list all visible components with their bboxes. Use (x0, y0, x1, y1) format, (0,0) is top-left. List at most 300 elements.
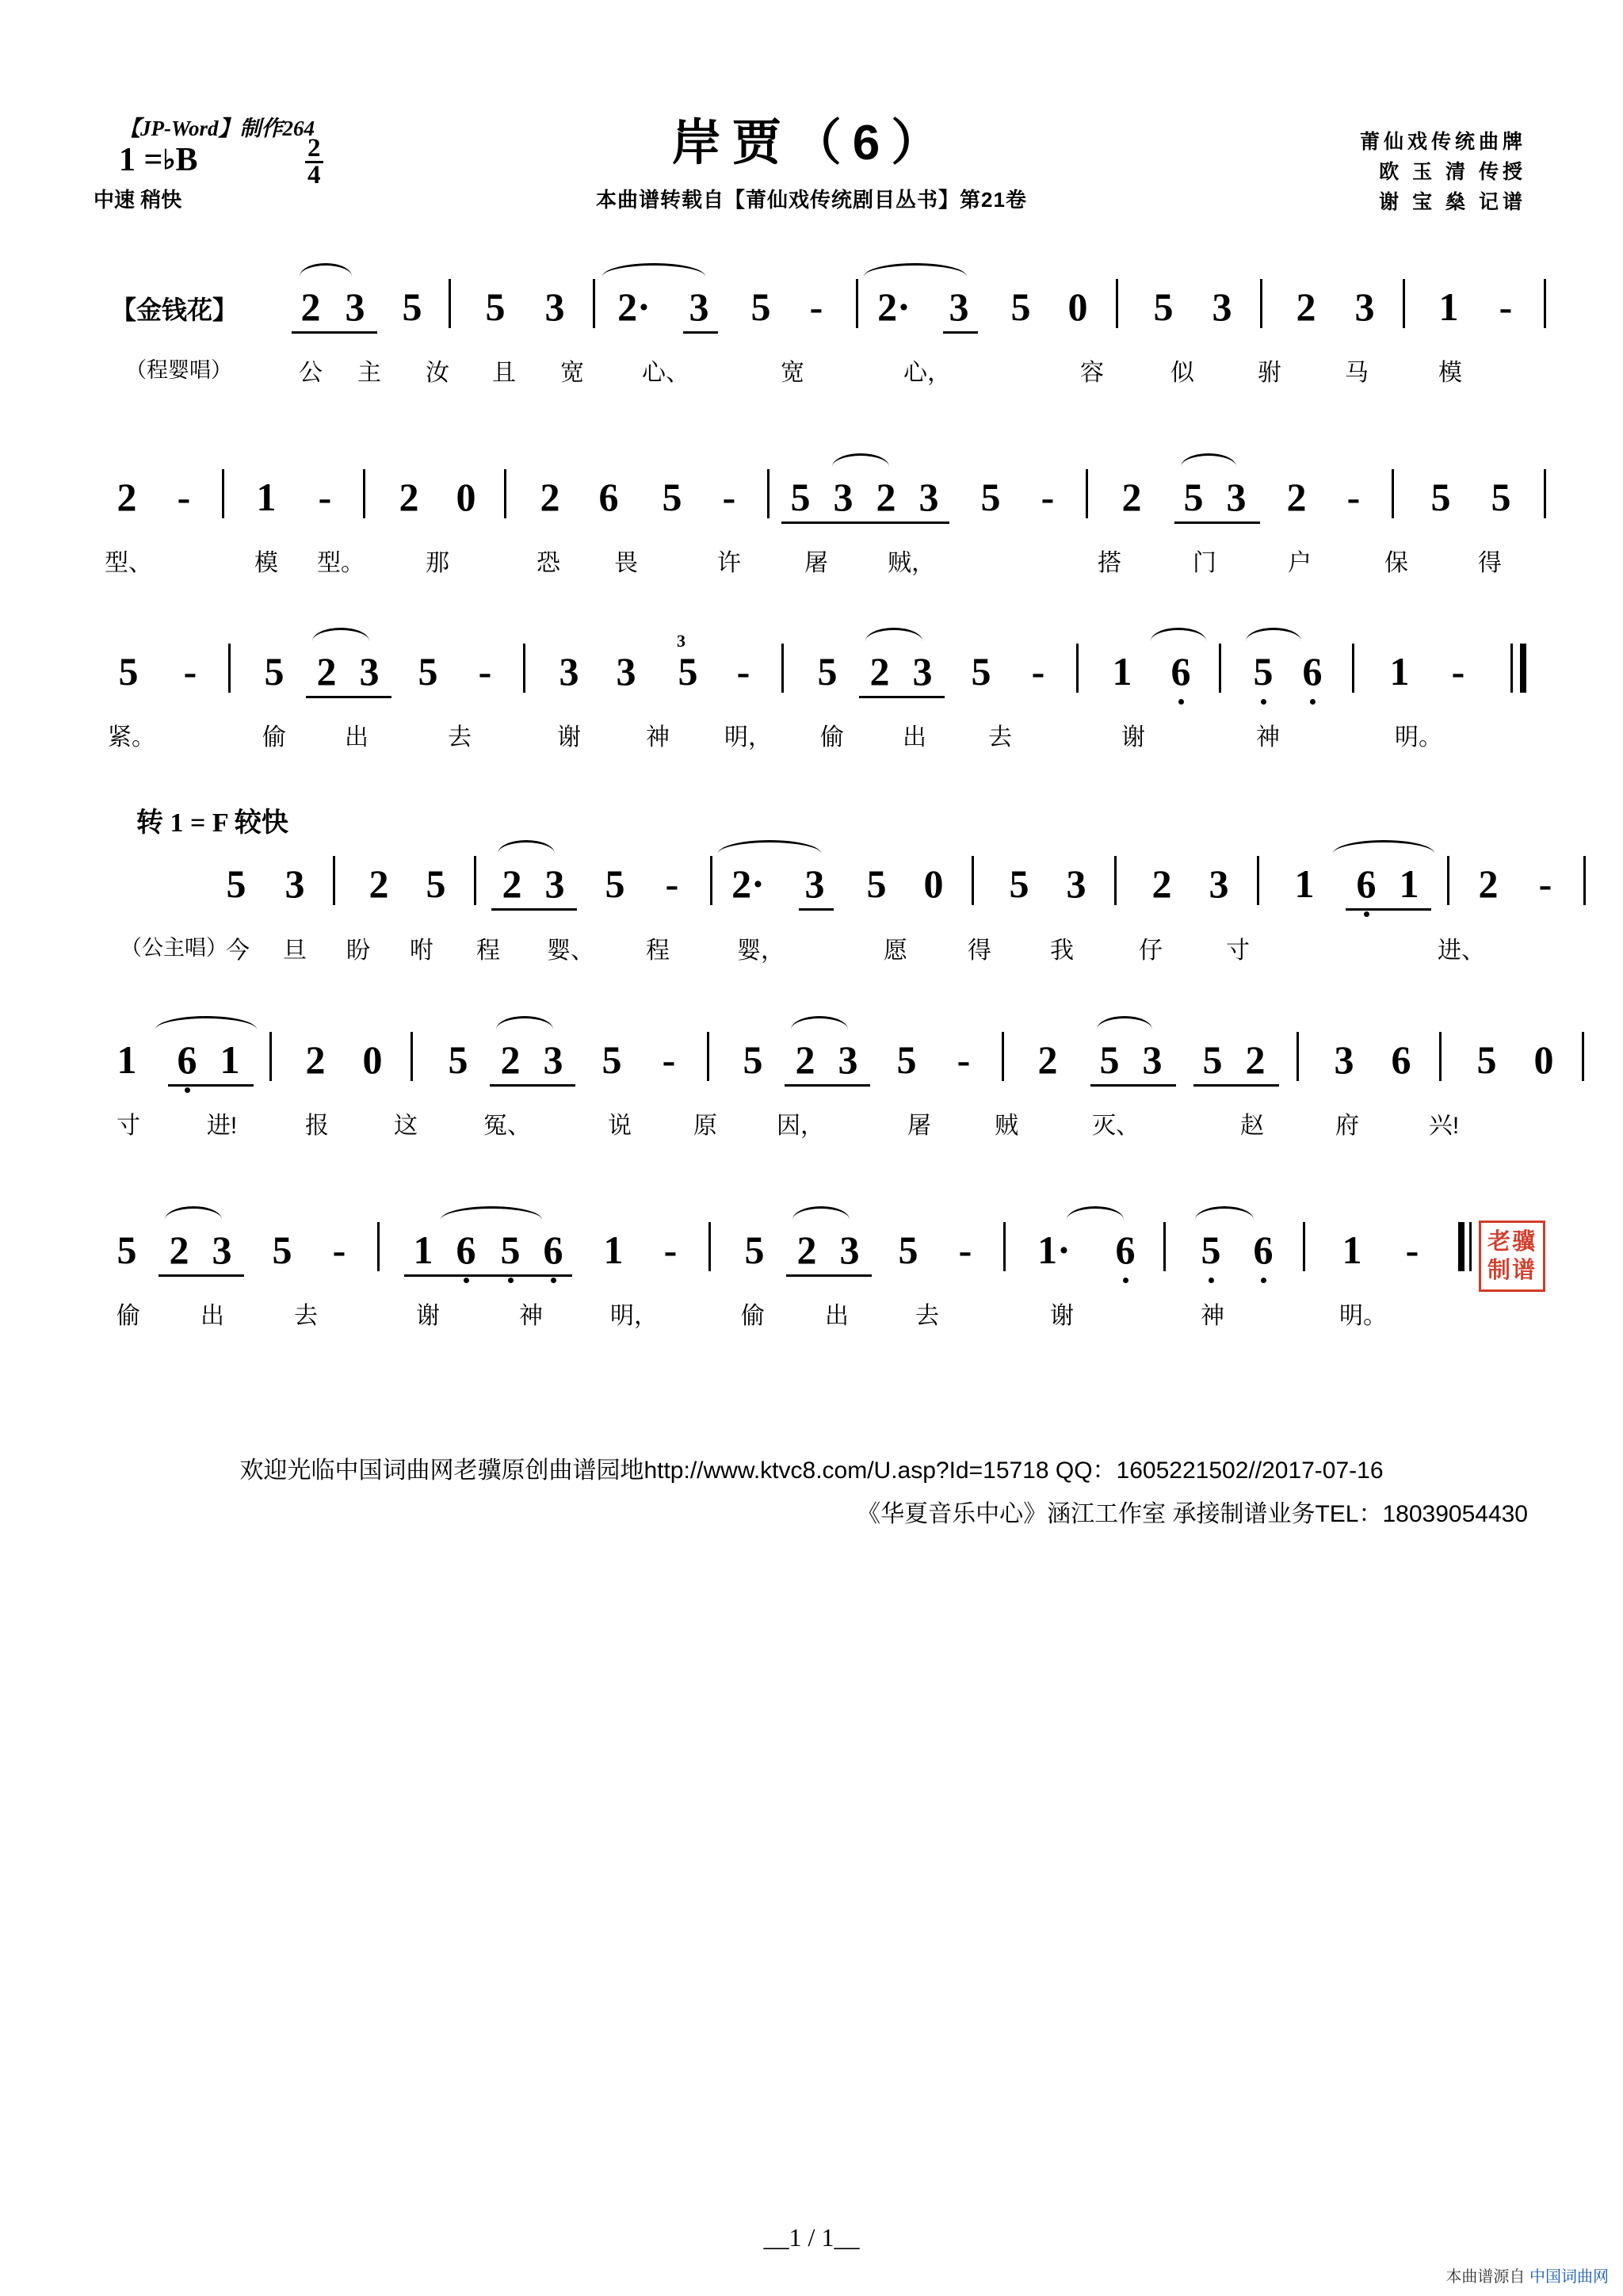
barline (1303, 1222, 1305, 1271)
barline (593, 279, 595, 328)
lyric: 主 (357, 360, 381, 386)
beam (292, 331, 377, 334)
barline (1003, 1222, 1006, 1271)
lyric: 旦 (283, 938, 307, 964)
note: - (1346, 475, 1361, 519)
note: 3 (689, 285, 709, 329)
triplet-number: 3 (677, 631, 685, 651)
lyric: 愿 (884, 938, 907, 964)
lyrics-row-5 (0, 1106, 1623, 1150)
note: 0 (362, 1037, 383, 1082)
note: 3 (1066, 861, 1086, 906)
note: 1· (1037, 1228, 1071, 1272)
note: 1 (1112, 649, 1132, 693)
barline (1086, 469, 1088, 518)
note: 5 (402, 285, 422, 329)
lyric: 说 (608, 1113, 632, 1139)
lyrics-row-3 (0, 717, 1623, 762)
note: 2· (617, 285, 651, 329)
barline (1352, 644, 1354, 693)
lyric: 谢 (416, 1303, 440, 1329)
lyric: 咐 (410, 938, 433, 964)
note: 2 (316, 649, 337, 693)
note: 6 (1302, 649, 1323, 693)
note: 2 (1121, 475, 1142, 519)
note: 2 (305, 1037, 326, 1082)
lyric: 婴、 (547, 938, 594, 964)
note: 3 (1209, 861, 1229, 906)
lyric: 型、 (105, 550, 152, 576)
note: 1 (1389, 649, 1410, 693)
lyric: 贼， (888, 550, 935, 576)
lyric: 府 (1335, 1113, 1359, 1139)
note: 5 (662, 475, 682, 519)
singer-label-1: （程婴唱） (125, 358, 232, 382)
lyrics-row-1 (0, 353, 1623, 397)
beam (799, 908, 834, 911)
notes-row-4 (0, 846, 1623, 918)
octave-dot (185, 1087, 190, 1093)
note: 2 (399, 475, 419, 519)
stamp-line-2: 制谱 (1487, 1258, 1537, 1283)
note: 3 (833, 475, 854, 519)
barline (1076, 644, 1079, 693)
note: 5 (485, 285, 506, 329)
lyric: 原 (693, 1113, 717, 1139)
lyric: 明。 (1395, 724, 1442, 751)
octave-dot (1310, 699, 1316, 705)
note: 5 (1430, 475, 1451, 519)
lyric: 去 (988, 724, 1012, 751)
lyric: 明， (724, 724, 772, 751)
barline (856, 279, 858, 328)
note: 2 (500, 1037, 521, 1082)
beam (168, 1084, 254, 1087)
note: 2 (369, 861, 389, 906)
note: 5 (226, 861, 246, 906)
note: 3 (616, 649, 636, 693)
note: - (1499, 285, 1513, 329)
note: 5 (1201, 1228, 1221, 1272)
lyric: 紧。 (108, 724, 155, 751)
note: 3 (559, 649, 579, 693)
note: 3 (1212, 285, 1232, 329)
note: 2 (116, 475, 137, 519)
note: - (662, 1037, 676, 1082)
lyric: 模 (254, 550, 278, 576)
lyric: 心、 (642, 360, 689, 386)
barline (781, 644, 784, 693)
note: 2· (731, 861, 765, 906)
barline (1447, 856, 1449, 905)
barline (523, 644, 525, 693)
note: 2 (796, 1228, 817, 1272)
lyric: 驸 (1258, 360, 1281, 386)
octave-dot (551, 1278, 556, 1283)
note: 2 (795, 1037, 815, 1082)
footer-line-2: 《华夏音乐中心》涵江工作室 承接制谱业务TEL：18039054430 (857, 1501, 1528, 1527)
slur (1195, 1206, 1254, 1220)
note: 1 (220, 1037, 240, 1082)
note: - (478, 649, 492, 693)
lyric: 明。 (1339, 1303, 1387, 1329)
note: 5 (272, 1228, 292, 1272)
note: 2 (1037, 1037, 1058, 1082)
lyric: 这 (394, 1113, 418, 1139)
lyric: 公 (299, 360, 323, 386)
meter-denominator: 4 (307, 161, 321, 189)
note: 5 (1491, 475, 1511, 519)
note: 3 (804, 861, 825, 906)
octave-dot (1261, 1278, 1266, 1283)
lyric: 门 (1193, 550, 1216, 576)
note: 5 (898, 1228, 918, 1272)
lyric: 盼 (346, 938, 370, 964)
lyric: 进! (206, 1113, 238, 1139)
note: - (1451, 649, 1465, 693)
octave-dot (1261, 699, 1266, 705)
note: 0 (1533, 1037, 1554, 1082)
key-value: B (175, 142, 198, 178)
footer-line-1: 欢迎光临中国词曲网老骥原创曲谱园地http://www.ktvc8.com/U.asp?Id=15718 QQ：1605221502//2017-07-16 (239, 1457, 1384, 1484)
beam (1174, 521, 1260, 524)
note: 6 (1253, 1228, 1274, 1272)
octave-dot (508, 1278, 514, 1283)
note: 2 (1286, 475, 1307, 519)
lyric: 因， (777, 1113, 824, 1139)
note: 0 (456, 475, 476, 519)
lyric: 宽 (560, 360, 584, 386)
lyric: 谢 (1121, 724, 1145, 751)
octave-dot (1209, 1278, 1214, 1283)
source-watermark (1445, 2264, 1609, 2286)
lyric: 恐 (537, 550, 560, 576)
note: 5 (1183, 475, 1204, 519)
slur (1181, 453, 1236, 467)
note: 2 (300, 285, 321, 329)
barline (708, 1222, 711, 1271)
lyric: 兴! (1428, 1113, 1460, 1139)
barline (1163, 1222, 1166, 1271)
barline (474, 856, 476, 905)
note: 5 (743, 1037, 763, 1082)
lyric: 神 (646, 724, 670, 751)
barline (1296, 1032, 1299, 1081)
modulation-label: 转 1 = F 较快 (136, 808, 288, 838)
beam (785, 1084, 870, 1087)
lyric: 且 (492, 360, 516, 386)
lyric: 仔 (1139, 938, 1163, 964)
note: 1 (1399, 861, 1419, 906)
lyric: 出 (200, 1303, 224, 1329)
lyric: 屠 (804, 550, 828, 576)
note: 3 (912, 649, 933, 693)
beam (781, 521, 949, 524)
lyric: 偷 (116, 1303, 140, 1329)
note: 5 (971, 649, 991, 693)
lyric: 出 (903, 724, 926, 751)
lyric: 搭 (1098, 550, 1121, 576)
note: 2 (540, 475, 560, 519)
note: - (1538, 861, 1552, 906)
note: 0 (923, 861, 944, 906)
lyric: 出 (345, 724, 369, 751)
note: 2 (1151, 861, 1172, 906)
credit-line-1: 莆仙戏传统曲牌 (1359, 131, 1526, 153)
note: 5 (448, 1037, 468, 1082)
note: 5 (1099, 1037, 1120, 1082)
lyric: 明， (610, 1303, 658, 1329)
lyric: 那 (426, 550, 449, 576)
note: 2 (1296, 285, 1316, 329)
note: 3 (1334, 1037, 1354, 1082)
lyric: 神 (1201, 1303, 1224, 1329)
page-title: 岸贾（6） (671, 116, 952, 170)
note: 3 (1354, 285, 1375, 329)
note: 2 (502, 861, 522, 906)
barline (333, 856, 335, 905)
slur (1246, 628, 1301, 641)
note: 6 (1356, 861, 1377, 906)
note: - (332, 1228, 346, 1272)
beam (306, 696, 391, 698)
beam (943, 331, 978, 334)
lyrics-row-4 (0, 930, 1623, 975)
note: 5 (605, 861, 625, 906)
note: - (722, 475, 736, 519)
note: - (809, 285, 823, 329)
note: 5 (1153, 285, 1174, 329)
note: - (736, 649, 750, 693)
note: 0 (1067, 285, 1088, 329)
slur (792, 1206, 850, 1220)
note: 3 (212, 1228, 232, 1272)
beam (1193, 1084, 1279, 1087)
page-subtitle: 本曲谱转载自【莆仙戏传统剧目丛书】第21卷 (596, 188, 1027, 212)
lyric: 灭、 (1092, 1113, 1140, 1139)
barline (1439, 1032, 1442, 1081)
note: 1 (1342, 1228, 1362, 1272)
beam (786, 1274, 872, 1277)
note: 5 (1253, 649, 1274, 693)
lyrics-row-2 (0, 543, 1623, 587)
barline (1403, 279, 1405, 328)
slur (1333, 840, 1434, 854)
slur (496, 1016, 553, 1030)
note: 6 (456, 1228, 476, 1272)
note: 5 (790, 475, 811, 519)
note: 3 (1142, 1037, 1163, 1082)
note: 5 (116, 1228, 137, 1272)
lyric: 寸 (1226, 938, 1250, 964)
note: 3 (839, 1228, 860, 1272)
note: 3 (949, 285, 969, 329)
slur (864, 263, 967, 277)
beam (491, 908, 577, 911)
lyric: 型。 (317, 550, 365, 576)
note: 5 (866, 861, 887, 906)
barline (1544, 469, 1546, 518)
beam (859, 696, 945, 698)
note: 5 (744, 1228, 765, 1272)
note: 3 (359, 649, 380, 693)
lyric: 婴， (737, 938, 785, 964)
barline (710, 856, 712, 905)
lyric: 似 (1170, 360, 1194, 386)
barline (411, 1032, 413, 1081)
octave-dot (1123, 1278, 1128, 1283)
source-prefix: 本曲谱源自 (1445, 2268, 1526, 2286)
barline (707, 1032, 709, 1081)
lyric: 许 (717, 550, 741, 576)
note: 1 (1294, 861, 1315, 906)
barline (972, 856, 974, 905)
lyric: 今 (226, 938, 250, 964)
octave-dot (464, 1278, 469, 1283)
slur (165, 1206, 222, 1220)
singer-label-2: （公主唱） (120, 936, 227, 960)
note: - (957, 1037, 971, 1082)
slur (602, 263, 705, 277)
note: 1 (603, 1228, 624, 1272)
note: 2 (169, 1228, 189, 1272)
slur (832, 453, 889, 467)
note: 6 (1115, 1228, 1136, 1272)
note: 5 (1476, 1037, 1497, 1082)
slur (865, 628, 922, 641)
beam (1090, 1084, 1176, 1087)
barline (228, 644, 231, 693)
octave-dot (1364, 911, 1369, 917)
lyric: 得 (968, 938, 991, 964)
note: 6 (177, 1037, 197, 1082)
note: 3 (285, 861, 305, 906)
note: 5 (980, 475, 1001, 519)
note: 5 (1010, 285, 1031, 329)
note: 2· (877, 285, 911, 329)
barline (222, 469, 224, 518)
lyric: 偷 (741, 1303, 765, 1329)
lyric: 赵 (1240, 1113, 1264, 1139)
beam (1346, 908, 1431, 911)
octave-dot (1178, 699, 1184, 705)
lyric: 去 (448, 724, 472, 751)
flat-symbol: ♭ (162, 146, 176, 175)
note: - (1405, 1228, 1419, 1272)
final-barline (1458, 1222, 1476, 1271)
lyric: 我 (1050, 938, 1074, 964)
notes-row-2 (0, 460, 1623, 531)
note: - (1031, 649, 1045, 693)
lyric: 屠 (907, 1113, 931, 1139)
final-barline (1510, 644, 1528, 693)
note: 5 (817, 649, 838, 693)
credits (1360, 127, 1526, 217)
slur (1097, 1016, 1152, 1030)
note: - (665, 861, 679, 906)
note: 1 (413, 1228, 433, 1272)
note: 1 (256, 475, 277, 519)
note: 1 (116, 1037, 137, 1082)
note: 5 (896, 1037, 917, 1082)
lyric: 神 (519, 1303, 543, 1329)
note: 3 (544, 861, 565, 906)
seal-stamp (1479, 1221, 1545, 1292)
barline (1219, 644, 1221, 693)
note: 5 (500, 1228, 521, 1272)
notes-row-6 (0, 1213, 1623, 1284)
note: 5 (264, 649, 285, 693)
note: 2 (876, 475, 896, 519)
note: 6 (598, 475, 619, 519)
note: 6 (1170, 649, 1191, 693)
note: 3 (838, 1037, 858, 1082)
lyric: 去 (915, 1303, 939, 1329)
credit-line-3: 谢 宝 燊 记谱 (1379, 191, 1526, 213)
note: 3 (544, 285, 565, 329)
lyric: 报 (305, 1113, 329, 1139)
tune-name-label: 【金钱花】 (111, 296, 239, 324)
slur (498, 840, 555, 854)
lyric: 神 (1256, 724, 1280, 751)
barline (1002, 1032, 1004, 1081)
tempo-marking: 中速 稍快 (94, 188, 182, 212)
barline (767, 469, 769, 518)
page-number: __1 / 1__ (763, 2223, 860, 2252)
slur (1151, 628, 1206, 641)
slur (155, 1016, 257, 1030)
slur (312, 628, 369, 641)
notes-row-5 (0, 1022, 1623, 1094)
lyric: 模 (1438, 360, 1462, 386)
meter-numerator: 2 (305, 136, 323, 163)
note: 6 (1391, 1037, 1411, 1082)
note: 5 (1009, 861, 1029, 906)
note: - (177, 475, 191, 519)
note: 3 (1226, 475, 1247, 519)
beam (490, 1084, 575, 1087)
note: 3 (543, 1037, 563, 1082)
lyric: 得 (1478, 550, 1502, 576)
lyric: 户 (1288, 550, 1312, 576)
note: - (958, 1228, 972, 1272)
barline (1114, 856, 1117, 905)
barline (377, 1222, 380, 1271)
barline (269, 1032, 272, 1081)
note: 1 (1438, 285, 1459, 329)
barline (504, 469, 506, 518)
lyric: 程 (646, 938, 670, 964)
beam (404, 1274, 572, 1277)
note: - (183, 649, 197, 693)
slur (791, 1016, 848, 1030)
slur (1067, 1206, 1124, 1220)
barline (1392, 469, 1394, 518)
note: 5 (750, 285, 771, 329)
note: 5 (118, 649, 139, 693)
note: 2 (1478, 861, 1499, 906)
lyric: 偷 (820, 724, 844, 751)
note: 5 (601, 1037, 622, 1082)
lyric: 冤、 (483, 1113, 531, 1139)
note: 5 (1202, 1037, 1223, 1082)
source-site-link[interactable]: 中国词曲网 (1529, 2268, 1609, 2286)
stamp-line-1: 老骥 (1487, 1229, 1537, 1255)
slur (441, 1206, 542, 1220)
lyric: 进、 (1438, 938, 1485, 964)
barline (363, 469, 365, 518)
barline (1257, 856, 1259, 905)
